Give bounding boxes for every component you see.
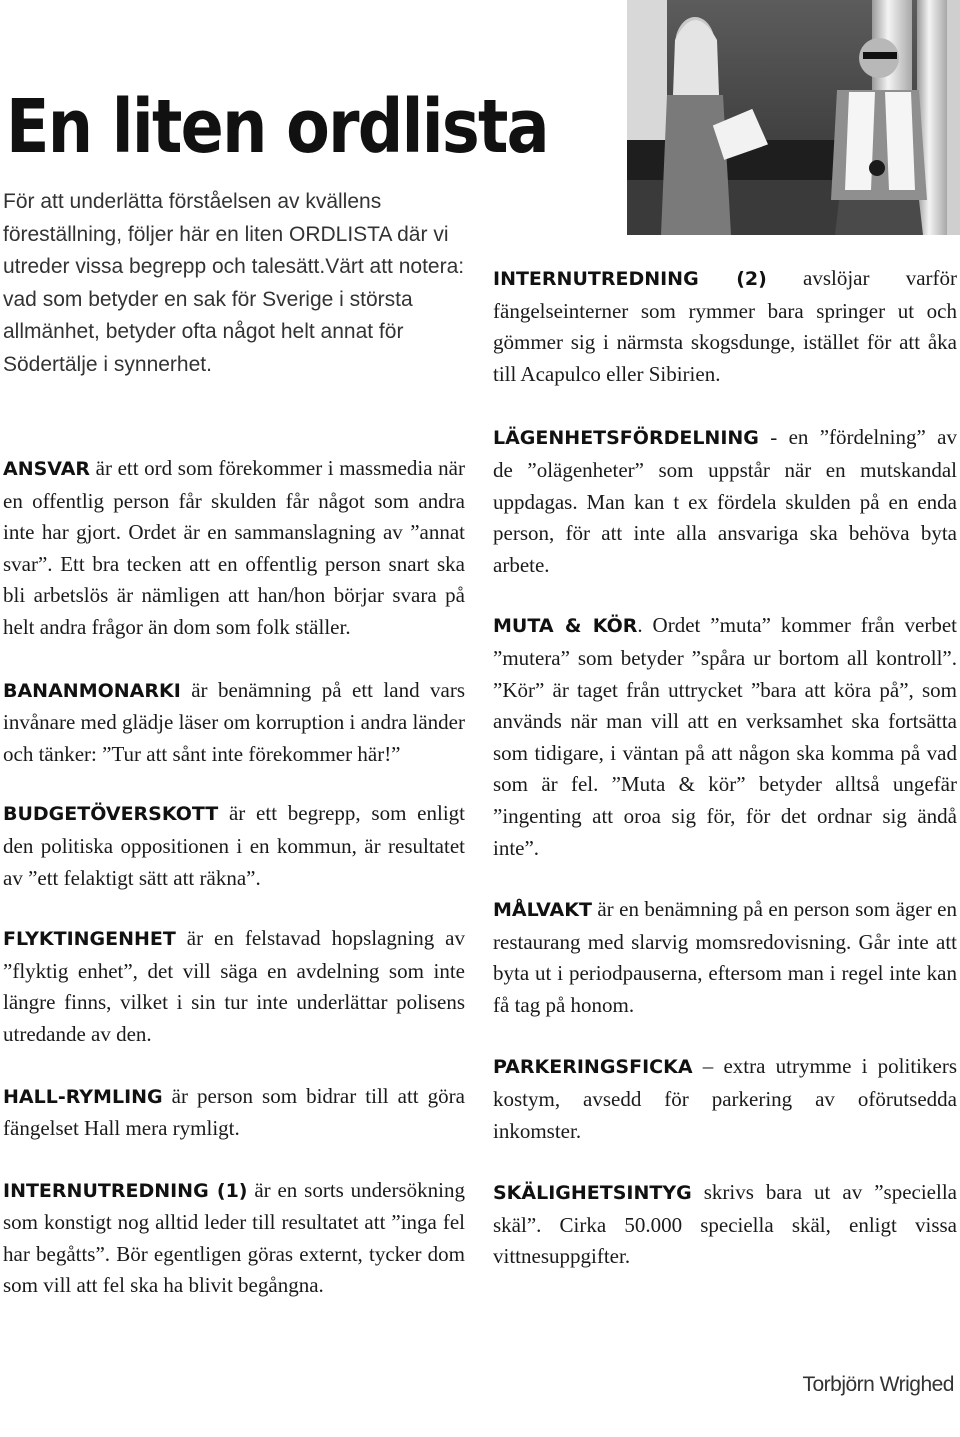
entry-text: är ett ord som förekommer i massmedia när en offentlig person får skulden får något som andra inte har gjort. Ordet är en sammanslagning av ”annat svar”. Ett bra tecken att en offentlig person snart ska bli arbetslös är nämligen att han/hon börjar svara på helt andra frågor än dom som folk ställer. bbox=[3, 456, 465, 639]
entry-muta-kor bbox=[493, 610, 957, 864]
entry-parkeringsficka bbox=[493, 1051, 957, 1147]
entry-lagenhetsfordelning bbox=[493, 422, 957, 581]
entry-term: PARKERINGSFICKA bbox=[493, 1056, 693, 1079]
entry-text: är person som bidrar till att göra fängelset Hall mera rymligt. bbox=[3, 1083, 465, 1141]
intro-paragraph: För att underlätta förståelsen av kvällens föreställning, följer här en liten ORDLISTA där vi utreder vissa begrepp och talesätt.Värt att notera: vad som betyder en sak för Sverige i största allmänhet, betyder ofta något helt annat för Södertälje i synnerhet. bbox=[3, 190, 465, 376]
author-byline: Torbjörn Wrighed bbox=[802, 1373, 954, 1396]
stage-photo-icon bbox=[627, 0, 960, 235]
entry-text: är ett begrepp, som enligt den politiska oppositionen i en kommun, är resultatet av ”ett felaktigt sätt att räkna”. bbox=[3, 801, 465, 890]
entry-text: avslöjar varför fängelseinterner som rymmer bara springer ut och gömmer sig i närmsta skogsdunge, istället för att åka till Acapulco eller Sibirien. bbox=[493, 266, 957, 386]
entry-text: är en felstavad hopslagning av ”flyktig enhet”, det vill säga en avdelning som inte längre finns, vilket i sin tur inte underlättar polisens utredande av den. bbox=[3, 926, 465, 1046]
entry-hall-rymling bbox=[3, 1081, 465, 1145]
entry-ansvar bbox=[3, 453, 465, 644]
entry-term: FLYKTINGENHET bbox=[3, 928, 176, 951]
entry-term: LÄGENHETSFÖRDELNING bbox=[493, 427, 759, 450]
entry-flyktingenhet bbox=[3, 923, 465, 1050]
entry-term: ANSVAR bbox=[3, 458, 91, 480]
entry-text: skrivs bara ut av ”speciella skäl”. Cirka 50.000 speciella skäl, enligt vissa vittnesuppgifter. bbox=[493, 1180, 957, 1269]
entry-internutredning-2 bbox=[493, 263, 957, 390]
entry-term: INTERNUTREDNING (1) bbox=[3, 1179, 248, 1202]
left-column bbox=[3, 453, 465, 1302]
entry-text: – extra utrymme i politikers kostym, avsedd för parkering av oförutsedda inkomster. bbox=[493, 1054, 957, 1143]
entry-budgetoverskott bbox=[3, 798, 465, 894]
entry-skalighetsintyg bbox=[493, 1177, 957, 1273]
entry-term: SKÄLIGHETSINTYG bbox=[493, 1182, 692, 1205]
entry-internutredning-1 bbox=[3, 1175, 465, 1302]
entry-term: INTERNUTREDNING (2) bbox=[493, 268, 767, 290]
entry-term: MUTA & KÖR bbox=[493, 615, 638, 638]
entry-term: BANANMONARKI bbox=[3, 679, 181, 702]
right-column bbox=[493, 263, 957, 1273]
entry-text: - en ”fördelning” av de ”olägenheter” som uppstår när en mutskandal uppdagas. Man kan t ex fördela skulden på en enda person, för att inte alla ansvariga ska behöva byta arbete. bbox=[493, 425, 957, 577]
entry-malvakt bbox=[493, 894, 957, 1021]
entry-text: är en sorts undersökning som konstigt nog alltid leder till resultatet att ”inga fel har begåtts”. Bör egentligen göras externt, tycker dom som vill att fel ska ha blivit begångna. bbox=[3, 1177, 465, 1298]
page-title: En liten ordlista bbox=[6, 83, 548, 170]
entry-term: BUDGETÖVERSKOTT bbox=[3, 803, 219, 826]
entry-term: MÅLVAKT bbox=[493, 899, 592, 922]
entry-text: är benämning på ett land vars invånare med glädje läser om korruption i andra länder och tänker: ”Tur att sånt inte förekommer här!” bbox=[3, 677, 465, 766]
entry-text: . Ordet ”muta” kommer från verbet ”mutera” som betyder ”spåra ur bortom all kontroll”. ”Kör” är taget från uttrycket ”bara att köra på”, som används när man vill att en verksamhet ska fortsätta som tidigare, i väntan på att någon ska komma på vad som är fel. ”Muta & kör” betyder alltså ungefär ”ingenting att oroa sig för, för det ordnar sig ändå inte”. bbox=[493, 613, 957, 860]
entry-text: är en benämning på en person som äger en restaurang med slarvig momsredovisning. Går inte att byta ut i periodpauserna, eftersom man i regel inte kan få tag på honom. bbox=[493, 897, 957, 1017]
entry-term: HALL-RYMLING bbox=[3, 1085, 163, 1108]
entry-bananmonarki bbox=[3, 675, 465, 771]
stage-photo bbox=[627, 0, 960, 235]
